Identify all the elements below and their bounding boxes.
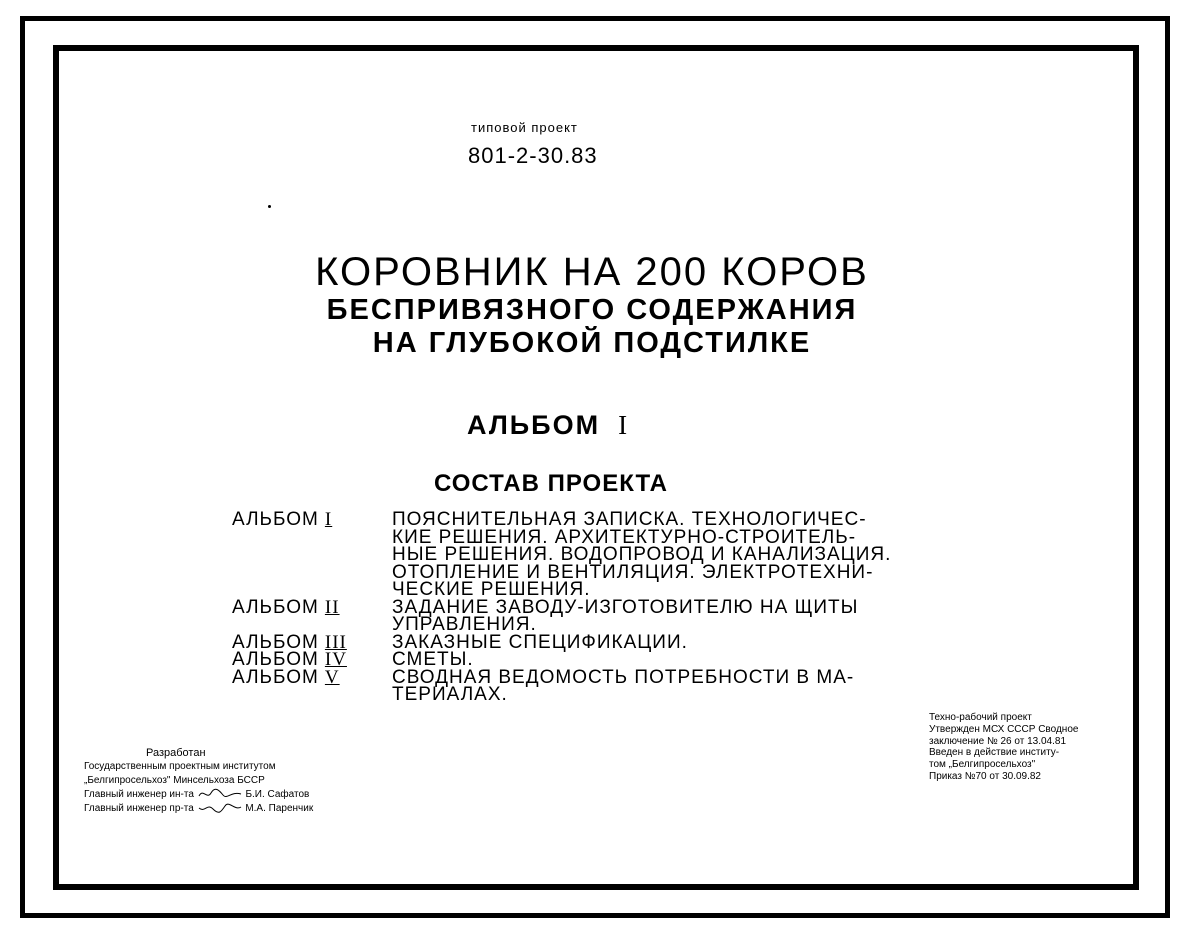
approval-line-3: заключение № 26 от 13.04.81: [929, 735, 1067, 747]
title-line-1: КОРОВНИК НА 200 КОРОВ: [315, 250, 869, 294]
album-row: [232, 596, 952, 635]
title-line-3: НА ГЛУБОКОЙ ПОДСТИЛКЕ: [372, 327, 812, 359]
stray-dot: [268, 205, 271, 208]
composition-heading: СОСТАВ ПРОЕКТА: [434, 470, 668, 497]
developer-block: [84, 746, 313, 816]
album-row-number: III: [324, 631, 347, 653]
album-row-label: АЛЬБОМ: [232, 509, 319, 530]
developer-line-2: „Белгипросельхоз" Минсельхоза БССР: [84, 775, 265, 786]
approval-line-1: Техно-рабочий проект: [929, 712, 1032, 723]
project-engineer-label: Главный инженер пр-та: [84, 803, 194, 814]
album-row-description: СВОДНАЯ ВЕДОМОСТЬ ПОТРЕБНОСТИ В МА- ТЕРИАЛАХ.: [392, 666, 855, 705]
album-row: [232, 651, 952, 669]
chief-engineer-name: Б.И. Сафатов: [245, 789, 310, 800]
album-row-description: ЗАДАНИЕ ЗАВОДУ-ИЗГОТОВИТЕЛЮ НА ЩИТЫ УПРАВЛЕНИЯ.: [392, 596, 859, 635]
album-row-description: СМЕТЫ.: [392, 649, 474, 670]
chief-engineer-label: Главный инженер ин-та: [84, 789, 194, 800]
album-row-label: АЛЬБОМ: [232, 631, 319, 653]
album-title: [467, 410, 629, 441]
album-row-number: V: [324, 666, 340, 688]
approval-line-5: том „Белгипросельхоз": [929, 759, 1036, 771]
title-line-2: БЕСПРИВЯЗНОГО СОДЕРЖАНИЯ: [326, 294, 858, 326]
signature-icon: [197, 802, 243, 814]
album-label: АЛЬБОМ: [467, 410, 601, 440]
approval-block: [929, 712, 1078, 783]
album-row-label: АЛЬБОМ: [232, 649, 319, 670]
album-row-number: II: [324, 596, 340, 618]
album-row-description: ЗАКАЗНЫЕ СПЕЦИФИКАЦИИ.: [392, 631, 688, 653]
album-row-number: IV: [324, 649, 347, 670]
project-engineer-name: М.А. Паренчик: [245, 803, 314, 814]
album-row-description: ПОЯСНИТЕЛЬНАЯ ЗАПИСКА. ТЕХНОЛОГИЧЕС- КИЕ РЕШЕНИЯ. АРХИТЕКТУРНО-СТРОИТЕЛЬ- НЫЕ РЕШЕНИЯ. ВОДОПРОВОД И КАНАЛИЗАЦИЯ. ОТОПЛЕНИЕ И ВЕНТИЛЯЦИЯ. ЭЛЕКТРОТЕХНИ- ЧЕСКИЕ РЕШЕНИЯ.: [392, 509, 892, 600]
album-row-number: I: [324, 509, 333, 530]
project-number: 801-2-30.83: [468, 143, 598, 168]
album-row: [232, 511, 952, 599]
approval-line-6: Приказ №70 от 30.09.82: [929, 770, 1041, 782]
project-type: типовой проект: [471, 120, 578, 135]
approval-line-4: Введен в действие институ-: [929, 747, 1060, 759]
signature-icon: [197, 788, 243, 800]
album-number: I: [618, 410, 630, 440]
album-list: [232, 511, 952, 704]
album-row: [232, 666, 952, 705]
developer-line-1: Государственным проектным институтом: [84, 761, 276, 772]
album-row-label: АЛЬБОМ: [232, 596, 319, 618]
album-row-label: АЛЬБОМ: [232, 666, 319, 688]
approval-line-2: Утвержден МСХ СССР Сводное: [929, 723, 1079, 735]
developer-heading: Разработан: [146, 747, 206, 759]
project-engineer-line: [84, 802, 313, 816]
chief-engineer-line: [84, 788, 313, 802]
